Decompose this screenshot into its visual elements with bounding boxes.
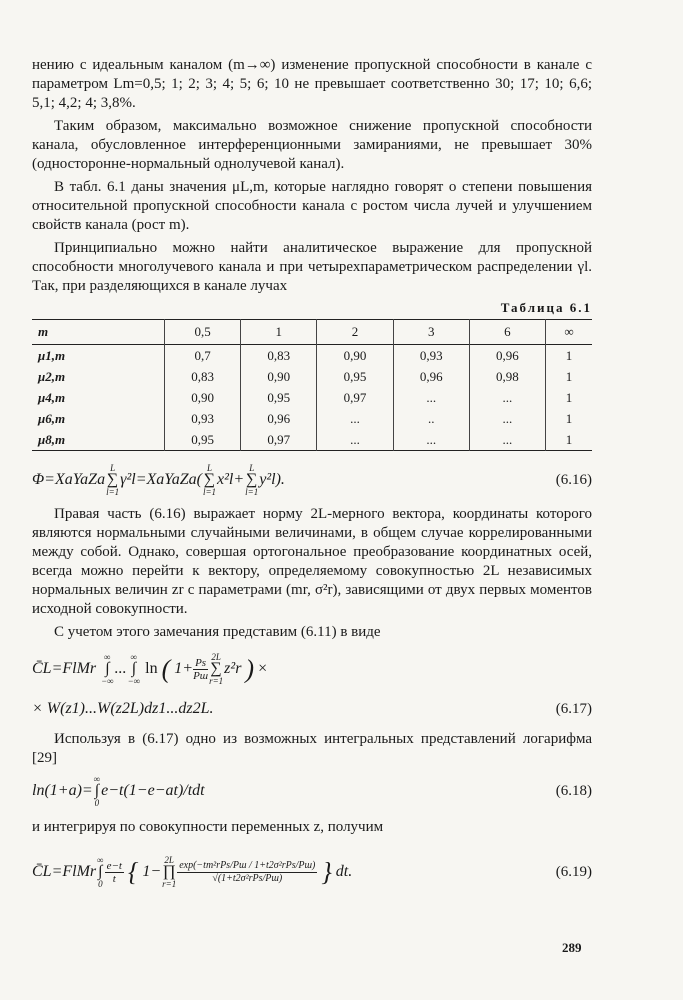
table-cell: μ4,m bbox=[38, 389, 66, 405]
integral-symbol: ∞ ∫ 0 bbox=[93, 774, 101, 809]
equation-6-18 bbox=[32, 768, 592, 814]
paren-close: ) bbox=[245, 654, 255, 684]
table-cell: 1 bbox=[546, 387, 592, 408]
table-header-row bbox=[32, 320, 592, 345]
eq616-rhs: x²l+ bbox=[217, 471, 245, 488]
table-cell: 1 bbox=[546, 366, 592, 387]
table-cell: 0,90 bbox=[241, 366, 317, 387]
table-row bbox=[32, 408, 592, 429]
table-cell: ... bbox=[469, 408, 545, 429]
fraction-numerator: e−t bbox=[106, 859, 122, 872]
table-cell: ... bbox=[317, 429, 393, 451]
sum-symbol: L ∑ l=1 bbox=[202, 463, 217, 498]
table-cell: 1 bbox=[546, 429, 592, 451]
fraction bbox=[105, 860, 124, 885]
table-row bbox=[32, 345, 592, 367]
paragraph-3: В табл. 6.1 даны значения μL,m, которые наглядно говорят о степени повышения относительной пропускной способности канала с ростом числа лучей и улучшением свойств канала (рост m). bbox=[32, 179, 592, 233]
table-header-cell: 2 bbox=[317, 320, 393, 345]
table-cell: 0,97 bbox=[241, 429, 317, 451]
table-header-cell: 0,5 bbox=[165, 320, 241, 345]
paragraph-4: Принципиально можно найти аналитическое выражение для пропускной способности многолучевого канала и при четырехпараметрическом распределении γl. Так, при разделяющихся в канале лучах bbox=[32, 240, 592, 294]
table-cell: 0,93 bbox=[393, 345, 469, 367]
eq618-rhs: e−t(1−e−at)/tdt bbox=[101, 782, 205, 799]
table-header-cell: ∞ bbox=[546, 320, 592, 345]
eq617-times: × bbox=[258, 660, 268, 677]
table-row bbox=[32, 429, 592, 451]
sum-lower: l=1 bbox=[106, 487, 120, 498]
eq616-end: y²l). bbox=[259, 471, 285, 488]
eq617-line2-text: × W(z1)...W(z2L)dz1...dz2L. bbox=[32, 700, 214, 717]
table-cell: 0,97 bbox=[317, 387, 393, 408]
page-content bbox=[32, 56, 592, 903]
integral-upper: ∞ bbox=[93, 774, 101, 785]
equation-number: (6.19) bbox=[555, 864, 592, 880]
table-row bbox=[32, 366, 592, 387]
table-cell: 0,96 bbox=[469, 345, 545, 367]
sum-symbol: 2L ∑ r=1 bbox=[209, 652, 224, 687]
table-cell: μ1,m bbox=[38, 347, 66, 363]
table-cell: μ8,m bbox=[38, 431, 66, 447]
paragraph-5: Правая часть (6.16) выражает норму 2L-мерного вектора, координаты которого являются нормальными случайными величинами, в общем случае коррелированными между собой. Однако, совершая ортогональное преобразование координатных осей, всегда можно перейти к вектору, определяемому совокупностью 2L независимых нормальных величин zr с параметрами (mr, σ²r), зависящими от двух первых моментов исходной совокупности. bbox=[32, 506, 592, 617]
table-cell: μ6,m bbox=[38, 410, 66, 426]
paragraph-8: и интегрируя по совокупности переменных z, получим bbox=[32, 819, 384, 835]
table-cell: 0,96 bbox=[393, 366, 469, 387]
equation-6-17-line1 bbox=[32, 646, 592, 692]
table-cell: 0,90 bbox=[165, 387, 241, 408]
table-cell: 1 bbox=[546, 408, 592, 429]
table-cell: ... bbox=[469, 387, 545, 408]
eq617-lhs: C̄L=FlMr bbox=[32, 660, 97, 677]
fraction-denominator: √(1+t2σ²rPs/Pш) bbox=[212, 872, 283, 884]
table-header-cell: 1 bbox=[241, 320, 317, 345]
product-symbol: 2L ∏ r=1 bbox=[162, 855, 177, 890]
integral-symbol: ∞ ∫ 0 bbox=[97, 855, 104, 890]
eq619-one: 1− bbox=[142, 863, 162, 880]
integral-lower: 0 bbox=[94, 798, 100, 809]
table-cell: 0,93 bbox=[165, 408, 241, 429]
table-cell: ... bbox=[317, 408, 393, 429]
eq619-dt: dt. bbox=[335, 863, 353, 880]
integral-upper: ∞ bbox=[104, 652, 111, 663]
table-cell: 0,90 bbox=[317, 345, 393, 367]
sum-upper: L bbox=[110, 463, 116, 474]
table-row bbox=[32, 387, 592, 408]
integral-lower: −∞ bbox=[127, 676, 141, 687]
fraction-denominator: t bbox=[112, 872, 116, 885]
integral-lower: −∞ bbox=[101, 676, 114, 687]
eq617-z: z²r bbox=[224, 660, 242, 677]
eq616-lhs: Φ=XaYaZa bbox=[32, 471, 106, 488]
eq617-one: 1+ bbox=[174, 660, 194, 677]
paragraph-2: Таким образом, максимально возможное снижение пропускной способности канала, обусловленное интерференционными замираниями, не превышает 30% (односторонне-нормальный однолучевой канал). bbox=[32, 118, 592, 172]
table-cell: 1 bbox=[546, 345, 592, 367]
eq618-lhs: ln(1+a)= bbox=[32, 782, 93, 799]
table-cell: .. bbox=[393, 408, 469, 429]
product-lower: r=1 bbox=[162, 879, 177, 890]
fraction-numerator: Ps bbox=[193, 657, 208, 670]
table-6-1 bbox=[32, 319, 592, 451]
equation-number: (6.17) bbox=[555, 701, 592, 717]
paren-open: ( bbox=[161, 654, 171, 684]
table-caption: Таблица 6.1 bbox=[500, 300, 592, 315]
integral-upper: ∞ bbox=[130, 652, 138, 663]
eq619-lhs: C̄L=FlMr bbox=[32, 863, 97, 880]
equation-number: (6.16) bbox=[555, 472, 592, 488]
table-header-cell: 3 bbox=[393, 320, 469, 345]
table-cell: 0,95 bbox=[317, 366, 393, 387]
sum-symbol: L ∑ l=1 bbox=[106, 463, 120, 498]
integral-symbol: ∞ ∫ −∞ bbox=[101, 652, 114, 687]
product-upper: 2L bbox=[164, 855, 174, 866]
table-cell: 0,83 bbox=[165, 366, 241, 387]
eq616-mid: γ²l=XaYaZa( bbox=[120, 471, 202, 488]
integral-lower: 0 bbox=[98, 879, 103, 890]
integral-symbol: ∞ ∫ −∞ bbox=[127, 652, 141, 687]
table-cell: 0,96 bbox=[241, 408, 317, 429]
paragraph-7: Используя в (6.17) одно из возможных интегральных представлений логарифма [29] bbox=[32, 731, 592, 766]
table-cell: μ2,m bbox=[38, 368, 66, 384]
equation-6-16 bbox=[32, 463, 592, 497]
fraction bbox=[177, 860, 317, 885]
integral-upper: ∞ bbox=[97, 855, 104, 866]
page-number: 289 bbox=[562, 940, 582, 955]
paragraph-1: нению с идеальным каналом (m→∞) изменение пропускной способности в канале с параметром Lm=0,5; 1; 2; 3; 4; 5; 6; 10 не превышает соответственно 30; 17; 10; 6,6; 5,1; 4,2; 4; 3,8%. bbox=[32, 57, 592, 111]
fraction-numerator: exp(−tm²rPs/Pш / 1+t2σ²rPs/Pш) bbox=[179, 859, 316, 871]
eq617-ln: ln bbox=[145, 660, 158, 677]
sum-lower: l=1 bbox=[202, 487, 217, 498]
sum-lower: r=1 bbox=[209, 676, 224, 687]
sum-upper: L bbox=[206, 463, 212, 474]
equation-6-19 bbox=[32, 841, 592, 903]
brace-close: } bbox=[321, 857, 332, 887]
table-cell: 0,95 bbox=[165, 429, 241, 451]
equation-6-17-line2 bbox=[32, 692, 592, 726]
table-header-cell: 6 bbox=[469, 320, 545, 345]
sum-upper: L bbox=[249, 463, 255, 474]
brace-open: { bbox=[127, 857, 139, 887]
sum-symbol: L ∑ l=1 bbox=[245, 463, 259, 498]
table-cell: 0,83 bbox=[241, 345, 317, 367]
table-cell: 0,98 bbox=[469, 366, 545, 387]
table-header-cell: m bbox=[38, 324, 49, 339]
table-cell: ... bbox=[393, 429, 469, 451]
paragraph-6: С учетом этого замечания представим (6.11) в виде bbox=[54, 624, 381, 640]
table-cell: ... bbox=[469, 429, 545, 451]
table-cell: 0,95 bbox=[241, 387, 317, 408]
sum-upper: 2L bbox=[211, 652, 221, 663]
equation-number: (6.18) bbox=[555, 783, 592, 799]
eq617-dots: ... bbox=[114, 660, 127, 677]
sum-lower: l=1 bbox=[245, 487, 259, 498]
table-cell: ... bbox=[393, 387, 469, 408]
table-cell: 0,7 bbox=[165, 345, 241, 367]
fraction-denominator: Pш bbox=[193, 669, 209, 682]
fraction bbox=[193, 657, 208, 682]
